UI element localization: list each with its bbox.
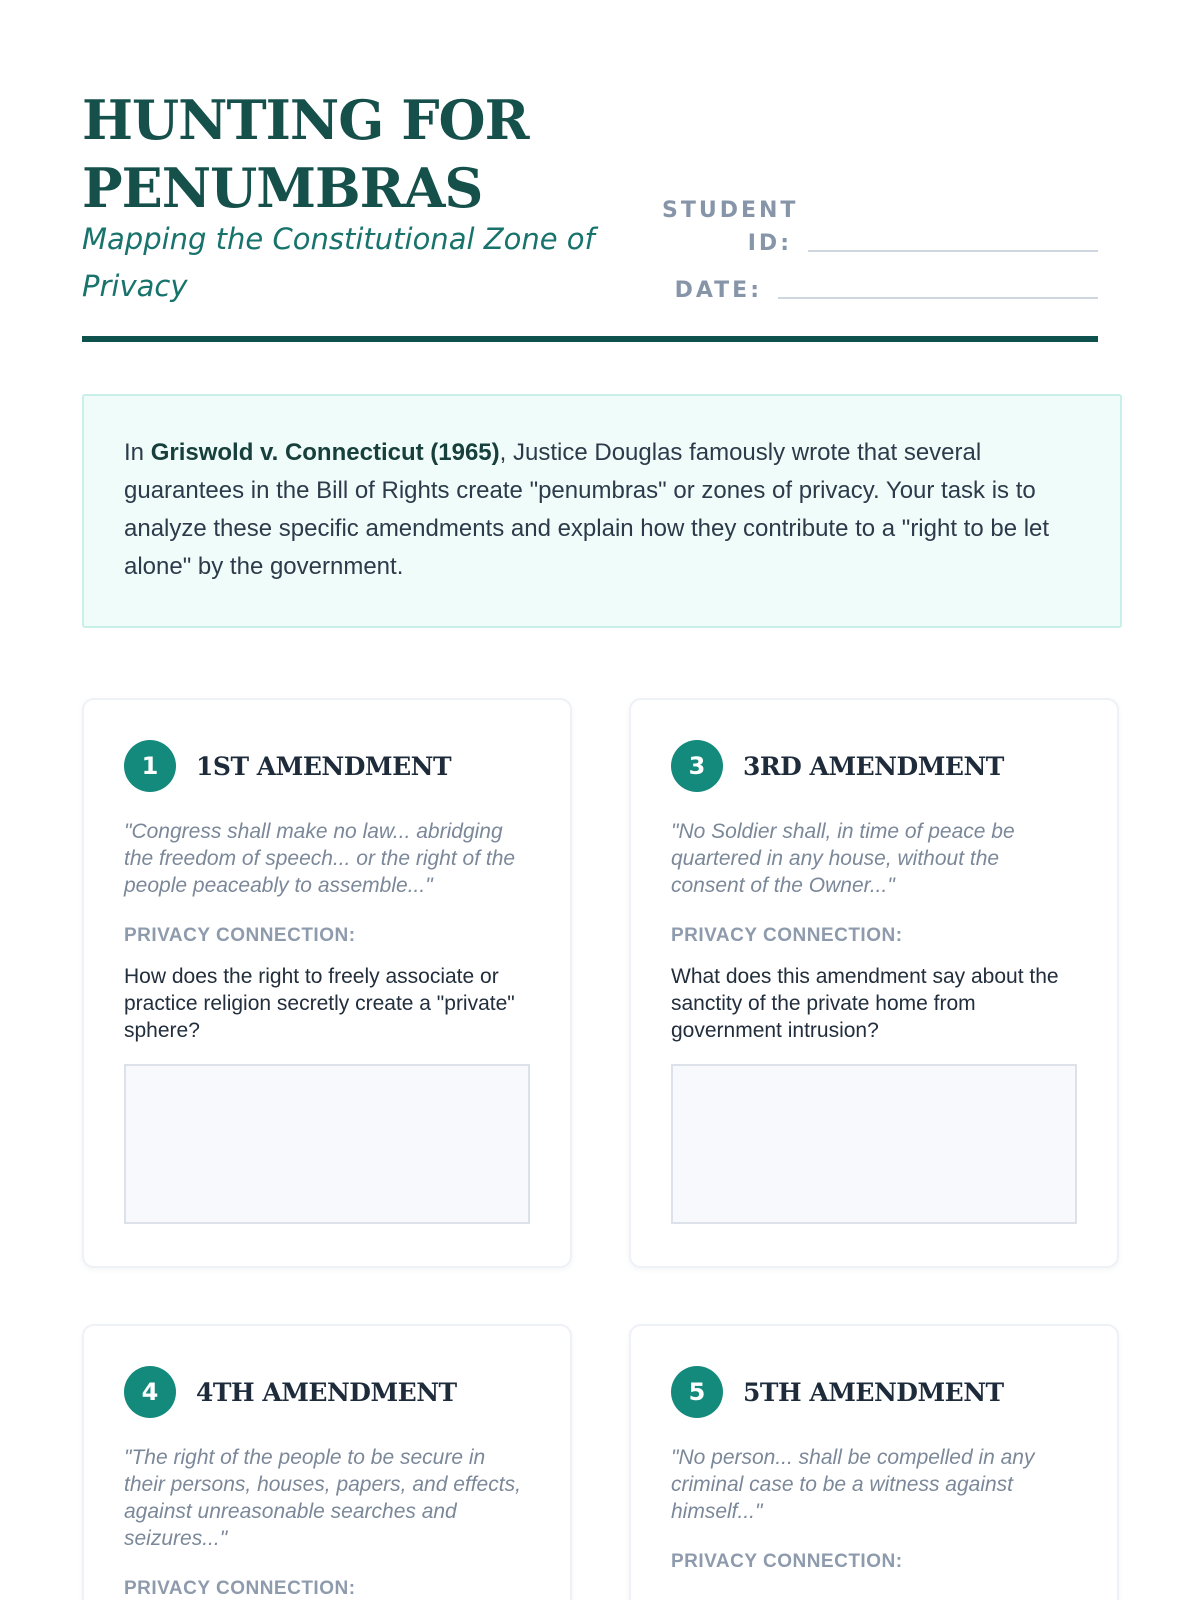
card-header	[124, 740, 530, 792]
card-header	[671, 740, 1077, 792]
card-title: 3RD AMENDMENT	[743, 751, 1004, 781]
amendment-quote: "Congress shall make no law... abridging the freedom of speech... or the right of the people peaceably to assemble..."	[124, 820, 516, 897]
worksheet-header	[82, 0, 1098, 342]
number-badge: 3	[671, 740, 723, 792]
privacy-connection-label: PRIVACY CONNECTION:	[124, 1578, 356, 1599]
privacy-question: What does this amendment say about the sanctity of the private home from government intrusion?	[671, 965, 1059, 1042]
answer-box[interactable]	[671, 1064, 1077, 1224]
amendment-card-3rd	[629, 698, 1119, 1268]
amendment-quote: "No Soldier shall, in time of peace be quartered in any house, without the consent of the Owner..."	[671, 820, 1015, 897]
card-title: 5TH AMENDMENT	[743, 1377, 1004, 1407]
card-header	[124, 1366, 530, 1418]
page-title: HUNTING FOR PENUMBRAS	[82, 88, 529, 220]
answer-box[interactable]	[124, 1064, 530, 1224]
student-id-input-line[interactable]	[808, 250, 1098, 252]
card-header	[671, 1366, 1077, 1418]
page-subtitle: Mapping the Constitutional Zone of Privacy	[82, 222, 595, 303]
intro-prefix: In	[124, 439, 151, 466]
card-title: 1ST AMENDMENT	[196, 751, 452, 781]
number-badge: 4	[124, 1366, 176, 1418]
intro-case-name: Griswold v. Connecticut (1965)	[150, 439, 500, 466]
amendment-card-5th	[629, 1324, 1119, 1600]
privacy-connection-label: PRIVACY CONNECTION:	[671, 1551, 903, 1572]
student-id-field	[662, 194, 1098, 260]
privacy-connection-label: PRIVACY CONNECTION:	[671, 925, 903, 946]
date-field	[652, 274, 1098, 307]
intro-box	[82, 394, 1122, 628]
date-input-line[interactable]	[778, 297, 1098, 299]
number-badge: 5	[671, 1366, 723, 1418]
date-label: DATE:	[674, 278, 762, 303]
number-badge: 1	[124, 740, 176, 792]
amendment-quote: "The right of the people to be secure in their persons, houses, papers, and effects, against unreasonable searches and seizures..."	[124, 1446, 521, 1550]
privacy-connection-label: PRIVACY CONNECTION:	[124, 925, 356, 946]
amendment-quote: "No person... shall be compelled in any criminal case to be a witness against himself..."	[671, 1446, 1035, 1523]
student-id-label: STUDENT ID:	[662, 198, 799, 256]
amendment-card-4th	[82, 1324, 572, 1600]
amendment-card-1st	[82, 698, 572, 1268]
card-title: 4TH AMENDMENT	[196, 1377, 457, 1407]
intro-body: , Justice Douglas famously wrote that several guarantees in the Bill of Rights create "penumbras" or zones of privacy. Your task is to analyze these specific amendments and explain how they contribute to a "right to be let alone" by the government.	[124, 439, 1050, 580]
privacy-question: How does the right to freely associate or practice religion secretly create a "private" sphere?	[124, 965, 515, 1042]
